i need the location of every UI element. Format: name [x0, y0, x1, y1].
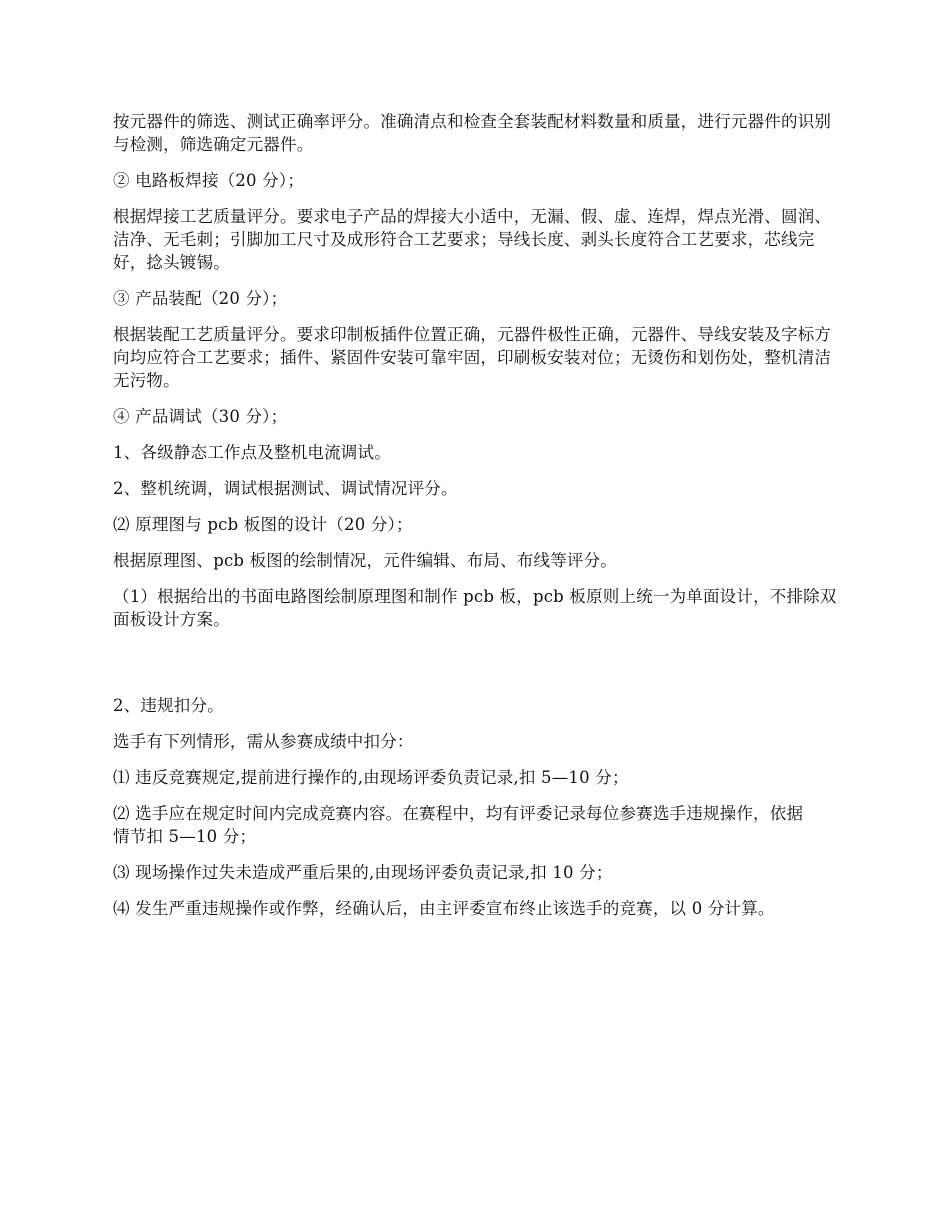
paragraph-debug-item-1: 1、各级静态工作点及整机电流调试。	[113, 443, 391, 462]
heading-schematic-pcb-design: ⑵ 原理图与 pcb 板图的设计（20 分）；	[113, 515, 413, 534]
section-spacer	[113, 644, 843, 694]
paragraph-debug-item-2: 2、整机统调，调试根据测试、调试情况评分。	[113, 479, 458, 498]
heading-product-assembly: ③ 产品装配（20 分）；	[113, 289, 288, 308]
heading-pcb-soldering: ② 电路板焊接（20 分）；	[113, 171, 305, 190]
violation-item-2: ⑵ 选手应在规定时间内完成竞赛内容。在赛程中，均有评委记录每位参赛选手违规操作，依据情节扣 5—10 分；	[113, 804, 804, 846]
violation-item-4: ⑷ 发生严重违规操作或作弊，经确认后，由主评委宣布终止该选手的竞赛，以 0 分计算。	[113, 899, 775, 918]
document-page	[113, 110, 843, 933]
heading-product-debugging: ④ 产品调试（30 分）；	[113, 407, 288, 426]
paragraph-design-requirement: （1）根据给出的书面电路图绘制原理图和制作 pcb 板，pcb 板原则上统一为单面设计，不排除双面板设计方案。	[113, 587, 837, 629]
heading-violation-deduction: 2、违规扣分。	[113, 696, 224, 715]
paragraph-component-screening: 按元器件的筛选、测试正确率评分。准确清点和检查全套装配材料数量和质量，进行元器件的识别与检测，筛选确定元器件。	[113, 112, 832, 154]
violation-item-3: ⑶ 现场操作过失未造成严重后果的,由现场评委负责记录,扣 10 分；	[113, 863, 613, 882]
paragraph-soldering-criteria: 根据焊接工艺质量评分。要求电子产品的焊接大小适中，无漏、假、虚、连焊，焊点光滑、圆润、洁净、无毛刺；引脚加工尺寸及成形符合工艺要求；导线长度、剥头长度符合工艺要求，芯线完好，捻头镀锡。	[113, 207, 832, 272]
paragraph-design-criteria: 根据原理图、pcb 板图的绘制情况，元件编辑、布局、布线等评分。	[113, 551, 618, 570]
paragraph-assembly-criteria: 根据装配工艺质量评分。要求印制板插件位置正确，元器件极性正确，元器件、导线安装及字标方向均应符合工艺要求；插件、紧固件安装可靠牢固，印刷板安装对位；无烫伤和划伤处，整机清洁无污物。	[113, 325, 832, 390]
paragraph-violation-intro: 选手有下列情形，需从参赛成绩中扣分：	[113, 732, 414, 751]
violation-item-1: ⑴ 违反竞赛规定,提前进行操作的,由现场评委负责记录,扣 5—10 分；	[113, 768, 629, 787]
